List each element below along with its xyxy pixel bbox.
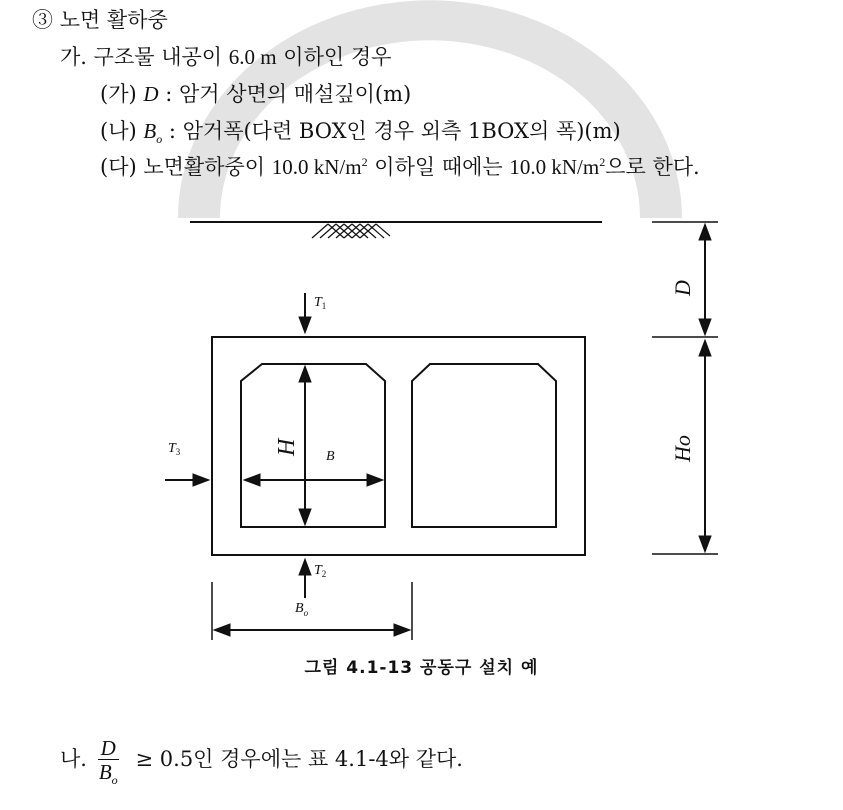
d-ho-dimension: [652, 222, 718, 554]
item-ga-text-after: 이하인 경우: [283, 45, 392, 69]
h-label: H: [274, 438, 300, 456]
ground-hatch: [312, 224, 390, 238]
t1-load-arrow: [299, 293, 311, 333]
section-heading: [32, 6, 168, 34]
figure-caption: 그림 4.1-13 공동구 설치 예: [304, 658, 539, 678]
sub-item-text-3: 으로 한다.: [605, 155, 700, 179]
item-ga-label: 가.: [60, 45, 87, 69]
b-label: B: [326, 449, 335, 464]
box-cell-left: [241, 364, 385, 527]
ratio-fraction: [98, 736, 119, 788]
item-ga-text-before: 구조물 내공이: [93, 45, 223, 69]
t2-load-arrow: [299, 559, 311, 598]
symbol-bo: $B_o$: [143, 119, 163, 147]
sub-item-text-1: 노면활하중이: [143, 155, 266, 179]
value-2: 10.0 $kN/m^2$: [509, 155, 606, 179]
box-cell-right: [412, 364, 556, 527]
value-1: 10.0 $kN/m^2$: [271, 155, 368, 179]
item-na-relation: ≥ 0.5인 경우에는 표 4.1-4와 같다.: [135, 747, 463, 771]
sub-item-ga: [100, 80, 411, 108]
bo-label: $B_o$: [295, 601, 309, 618]
sub-item-da: [100, 153, 700, 181]
t1-label: $T_1$: [314, 295, 327, 311]
ho-label: Ho: [670, 435, 695, 462]
t3-load-arrow: [165, 474, 209, 486]
sub-item-text-2: 이하일 때에는: [374, 155, 503, 179]
item-ga-value: 6.0 m: [228, 45, 277, 69]
sub-item-text: : 암거폭(다련 BOX인 경우 외측 1BOX의 폭)(m): [168, 119, 621, 143]
sub-item-label: (다): [100, 155, 137, 179]
sub-item-label: (나): [100, 119, 137, 143]
item-na: [60, 735, 463, 788]
t3-label: $T_3$: [168, 441, 181, 457]
fraction-numerator: D: [98, 737, 119, 760]
item-ga: [60, 43, 391, 71]
item-na-label: 나.: [60, 747, 87, 771]
sub-item-na: [100, 117, 621, 145]
fraction-denominator: $B_o$: [98, 760, 118, 788]
bo-dimension: [212, 582, 412, 640]
sub-item-text: : 암거 상면의 매설깊이(m): [165, 82, 412, 106]
symbol-d: D: [143, 82, 159, 106]
d-label: D: [670, 280, 695, 296]
watermark-arc: [178, 0, 682, 218]
section-title: 노면 활하중: [59, 8, 168, 32]
t2-label: $T_2$: [314, 563, 327, 579]
h-dimension-arrow: [299, 366, 311, 525]
b-dimension-arrow: [244, 474, 383, 486]
box-outer: [212, 337, 585, 555]
section-marker: ③: [32, 8, 53, 32]
sub-item-label: (가): [100, 82, 137, 106]
